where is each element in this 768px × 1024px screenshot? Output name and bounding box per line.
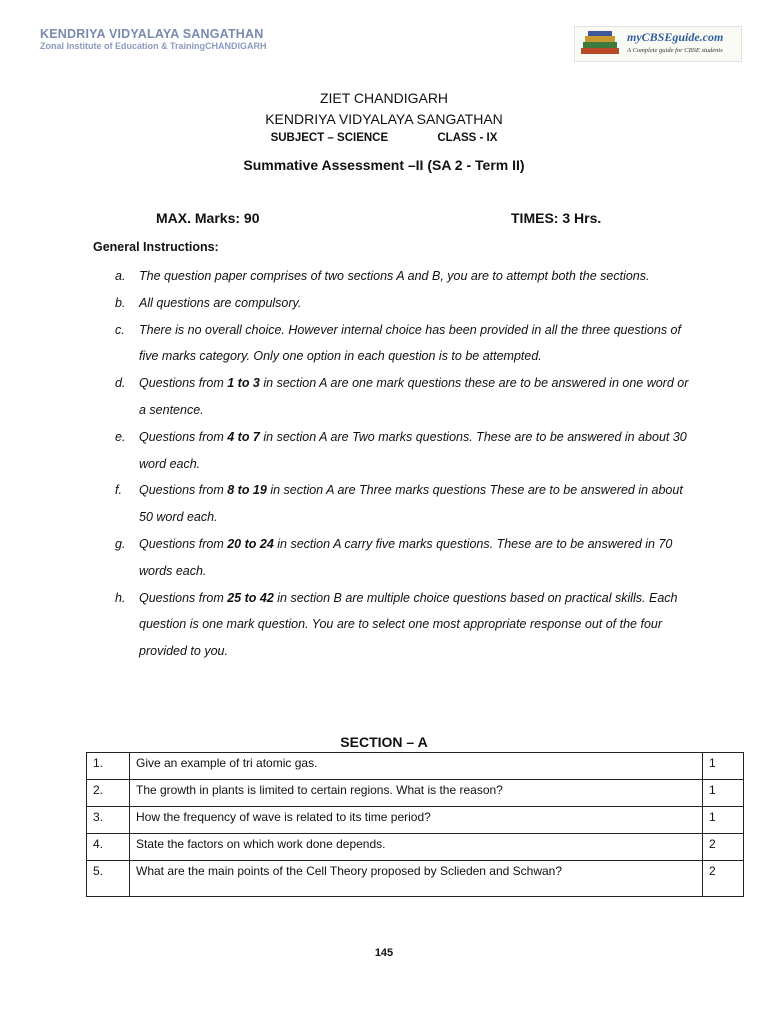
instruction-text: Questions from (139, 429, 228, 444)
instruction-letter: h. (115, 590, 126, 605)
time-allowed: TIMES: 3 Hrs. (511, 210, 602, 226)
question-marks: 1 (703, 753, 744, 780)
subject-label: SUBJECT – SCIENCE (270, 132, 389, 144)
logo-name: myCBSEguide.com (627, 30, 724, 44)
question-range: 25 to 42 (227, 590, 274, 605)
org-title: KENDRIYA VIDYALAYA SANGATHAN (40, 27, 264, 41)
instruction-item (115, 585, 695, 665)
instruction-text-rest: in section A are Two marks questions. These are to be answered in about 30 word each. (139, 429, 687, 471)
table-row (87, 780, 744, 807)
question-text: Give an example of tri atomic gas. (130, 753, 703, 780)
instruction-item (115, 370, 695, 424)
questions-table (86, 752, 744, 897)
question-range: 8 to 19 (227, 483, 267, 498)
question-text: What are the main points of the Cell Theory proposed by Sclieden and Schwan? (130, 861, 703, 897)
books-icon (579, 30, 623, 58)
instruction-text: Questions from (139, 536, 228, 551)
question-number: 2. (87, 780, 130, 807)
table-row (87, 753, 744, 780)
instruction-item (115, 263, 695, 290)
instruction-letter: d. (115, 376, 126, 391)
question-number: 1. (87, 753, 130, 780)
class-label: CLASS - IX (437, 132, 498, 144)
instruction-item (115, 424, 695, 478)
org-subtitle-b: CHANDIGARH (205, 41, 267, 51)
instructions-heading: General Instructions: (93, 240, 219, 254)
question-range: 20 to 24 (227, 536, 274, 551)
subject-class-line (0, 132, 768, 144)
question-text: How the frequency of wave is related to its time period? (130, 807, 703, 834)
instruction-text-rest: in section A are Three marks questions These are to be answered in about 50 word each. (139, 483, 683, 525)
question-marks: 1 (703, 807, 744, 834)
instruction-item (115, 531, 695, 585)
instruction-text-rest: in section A are one mark questions these are to be answered in one word or a sentence. (139, 376, 689, 417)
instruction-text: There is no overall choice. However internal choice has been provided in all the three questions of five marks category. Only one option in each question is to be attempted. (139, 322, 681, 364)
title-line2: KENDRIYA VIDYALAYA SANGATHAN (265, 111, 503, 127)
max-marks: MAX. Marks: 90 (156, 210, 260, 226)
instruction-letter: c. (115, 322, 125, 337)
instruction-text: All questions are compulsory. (139, 295, 302, 310)
org-subtitle (40, 41, 267, 51)
question-text: State the factors on which work done depends. (130, 834, 703, 861)
instruction-text: Questions from (139, 483, 228, 498)
question-range: 4 to 7 (227, 429, 260, 444)
brand-logo[interactable] (574, 26, 742, 62)
org-subtitle-a: Zonal Institute of Education & Training (40, 41, 205, 51)
instruction-text: Questions from (139, 376, 228, 391)
instruction-item (115, 290, 695, 317)
section-title: SECTION – A (340, 734, 428, 750)
question-marks: 1 (703, 780, 744, 807)
table-row (87, 834, 744, 861)
instruction-letter: a. (115, 269, 126, 283)
instructions-list (115, 263, 695, 665)
question-number: 5. (87, 861, 130, 897)
instruction-item (115, 317, 695, 371)
table-row (87, 807, 744, 834)
instruction-letter: b. (115, 295, 126, 310)
question-range: 1 to 3 (227, 376, 260, 391)
question-number: 3. (87, 807, 130, 834)
logo-tagline: A Complete guide for CBSE students (627, 47, 723, 54)
instruction-text-rest: in section A carry five marks questions. These are to be answered in 70 words each. (139, 536, 673, 578)
assessment-title: Summative Assessment –II (SA 2 - Term II) (243, 157, 525, 173)
instruction-letter: g. (115, 536, 126, 551)
header-left (40, 27, 267, 51)
instruction-letter: f. (115, 483, 122, 498)
instruction-text-rest: in section B are multiple choice questions based on practical skills. Each question is one mark question. You are to select one most appropriate response out of the four provided to you. (139, 590, 678, 659)
question-number: 4. (87, 834, 130, 861)
instruction-text: The question paper comprises of two sections A and B, you are to attempt both the sections. (139, 269, 650, 283)
question-marks: 2 (703, 834, 744, 861)
instruction-letter: e. (115, 429, 126, 444)
title-line1: ZIET CHANDIGARH (319, 90, 449, 106)
question-text: The growth in plants is limited to certain regions. What is the reason? (130, 780, 703, 807)
page-number: 145 (374, 947, 394, 959)
question-marks: 2 (703, 861, 744, 897)
table-row (87, 861, 744, 897)
instruction-text: Questions from (139, 590, 228, 605)
instruction-item (115, 477, 695, 531)
